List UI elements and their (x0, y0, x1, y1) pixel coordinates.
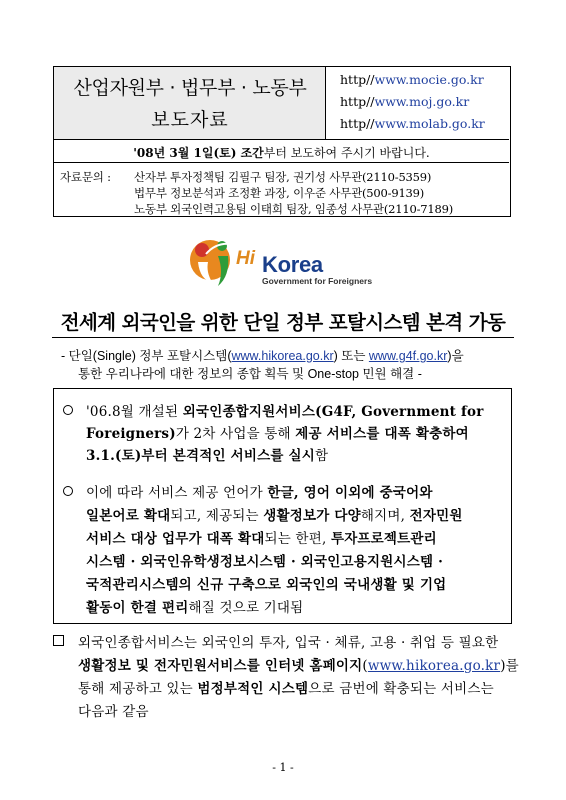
contact-line-1: 산자부 투자정책팀 김필구 팀장, 권기성 사무관(2110-5359) (134, 170, 432, 184)
url-moj[interactable]: http//www.moj.go.kr (340, 94, 470, 109)
logo-korea-text: Korea (262, 252, 323, 277)
logo-tagline: Government for Foreigners (262, 276, 373, 286)
box-p2-line-3: 서비스 대상 업무가 대폭 확대되는 한편, 투자프로젝트관리 (86, 531, 437, 547)
square-bullet-icon (53, 635, 64, 646)
box-p1-line-2: Foreigners)가 2차 사업을 통해 제공 서비스를 대폭 확충하여 (86, 426, 469, 442)
header-title-cell (54, 67, 326, 140)
url-molab[interactable]: http//www.molab.go.kr (340, 116, 485, 131)
hikorea-logo-emblem (188, 232, 240, 288)
hikorea-link[interactable]: www.hikorea.go.kr (231, 349, 334, 363)
subtitle-line-2: 통한 우리나라에 대한 정보의 종합 획득 및 One-stop 민원 해결 - (78, 367, 422, 381)
box-p1-line-3: 3.1.(토)부터 본격적인 서비스를 실시함 (86, 448, 329, 464)
body-line-4: 다음과 같음 (78, 704, 149, 720)
box-p2-line-1: 이에 따라 서비스 제공 언어가 한글, 영어 이외에 중국어와 (86, 485, 433, 501)
box-p1-line-1: '06.8월 개설된 외국인종합지원서비스(G4F, Government for (86, 404, 484, 420)
body-line-2: 생활정보 및 전자민원서비스를 인터넷 홈페이지(www.hikorea.go.kr)를 (78, 658, 519, 674)
embargo-row (54, 140, 509, 163)
box-p2-line-2: 일본어로 확대되고, 제공되는 생활정보가 다양해지며, 전자민원 (86, 508, 463, 524)
logo-hi-text: Hi (236, 248, 255, 269)
page-title: 전세계 외국인을 위한 단일 정부 포탈시스템 본격 가동 (60, 311, 506, 334)
circle-bullet-icon (63, 486, 73, 496)
contact-line-3: 노동부 외국인력고용팀 이태희 팀장, 임종성 사무관(2110-7189) (134, 202, 454, 216)
press-release-label: 보도자료 (151, 109, 229, 131)
body-line-1: 외국인종합서비스는 외국인의 투자, 입국 · 체류, 고용 · 취업 등 필요한 (78, 635, 499, 651)
contact-line-2: 법무부 정보분석과 조정환 과장, 이우준 사무관(500-9139) (134, 186, 425, 200)
page-number: - 1 - (272, 761, 294, 774)
hikorea-body-link[interactable]: www.hikorea.go.kr (367, 658, 501, 674)
embargo-notice: '08년 3월 1일(토) 조간부터 보도하여 주시기 바랍니다. (133, 146, 430, 160)
header-table (53, 66, 511, 217)
ministries-title: 산업자원부 · 법무부 · 노동부 (73, 77, 307, 99)
summary-box (53, 388, 512, 624)
box-p2-line-6: 활동이 한결 편리해질 것으로 기대됨 (86, 600, 304, 616)
contact-label: 자료문의 : (60, 170, 111, 184)
url-mocie[interactable]: http//www.mocie.go.kr (340, 72, 484, 87)
g4f-link[interactable]: www.g4f.go.kr (368, 349, 448, 363)
title-underline (52, 337, 514, 338)
subtitle-line-1: - 단일(Single) 정부 포탈시스템(www.hikorea.go.kr) 또는 www.g4f.go.kr)을 (61, 349, 464, 363)
box-p2-line-4: 시스템 · 외국인유학생정보시스템 · 외국인고용지원시스템 · (86, 554, 443, 570)
box-p2-line-5: 국적관리시스템의 신규 구축으로 외국인의 국내생활 및 기업 (86, 577, 447, 593)
body-line-3: 통해 제공하고 있는 범정부적인 시스템으로 금번에 확충되는 서비스는 (78, 681, 494, 697)
circle-bullet-icon (63, 405, 73, 415)
header-url-cell (326, 67, 509, 140)
